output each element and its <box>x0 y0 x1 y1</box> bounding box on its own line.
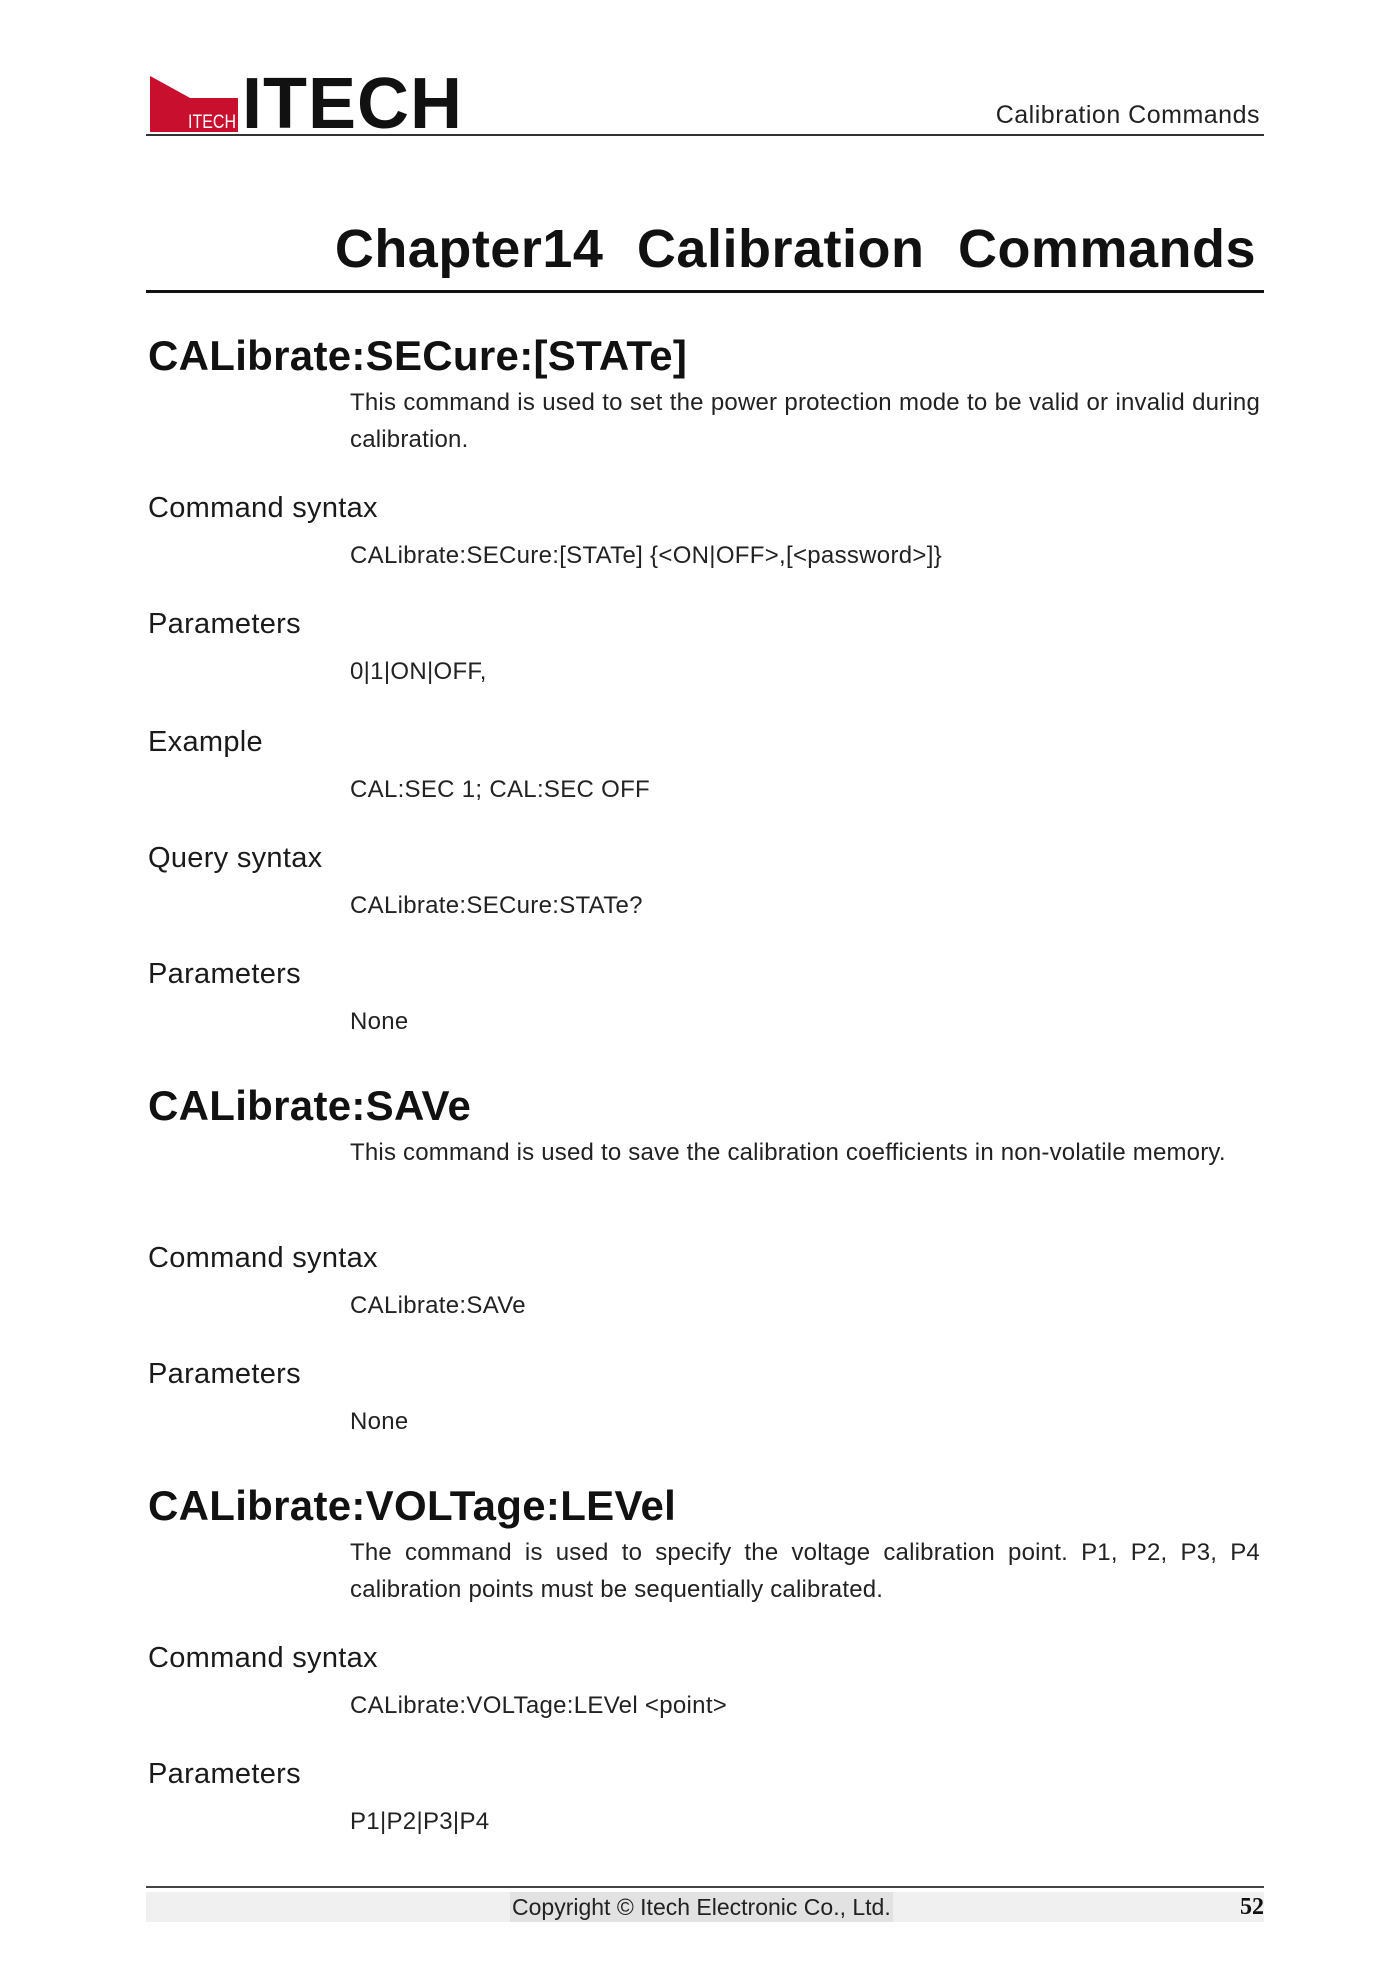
query-parameters-label: Parameters <box>148 958 301 990</box>
section-title-secure-state: CALibrate:SECure:[STATe] <box>148 332 688 379</box>
parameters-label: Parameters <box>148 1758 301 1790</box>
itech-logo <box>150 64 463 144</box>
example-value: CAL:SEC 1; CAL:SEC OFF <box>350 776 651 803</box>
section-description: This command is used to save the calibration coefficients in non-volatile memory. <box>350 1139 1226 1166</box>
command-syntax-label: Command syntax <box>148 1242 378 1274</box>
command-syntax-value: CALibrate:VOLTage:LEVel <point> <box>350 1692 728 1719</box>
logo-wordmark: ITECH <box>242 64 463 144</box>
command-syntax-value: CALibrate:SAVe <box>350 1292 526 1319</box>
chapter-heading <box>146 210 1264 293</box>
copyright-text: Copyright © Itech Electronic Co., Ltd. <box>512 1894 891 1920</box>
example-label: Example <box>148 726 263 758</box>
page-header <box>146 64 1264 144</box>
page-number: 52 <box>1240 1894 1264 1920</box>
page-footer <box>146 1886 1264 1922</box>
parameters-value: P1|P2|P3|P4 <box>350 1808 490 1835</box>
command-syntax-label: Command syntax <box>148 492 378 524</box>
parameters-value: None <box>350 1408 409 1435</box>
parameters-label: Parameters <box>148 608 301 640</box>
query-syntax-value: CALibrate:SECure:STATe? <box>350 892 643 919</box>
query-syntax-label: Query syntax <box>148 842 323 874</box>
section-description: The command is used to specify the voltage calibration point. P1, P2, P3, P4 calibration points must be sequentially calibrated. <box>350 1539 1260 1603</box>
parameters-label: Parameters <box>148 1358 301 1390</box>
query-parameters-value: None <box>350 1008 409 1035</box>
running-header-title: Calibration Commands <box>995 101 1260 129</box>
section-description: This command is used to set the power protection mode to be valid or invalid during calibration. <box>350 389 1260 453</box>
command-syntax-label: Command syntax <box>148 1642 378 1674</box>
section-title-voltage-level: CALibrate:VOLTage:LEVel <box>148 1482 677 1529</box>
section-title-save: CALibrate:SAVe <box>148 1082 472 1129</box>
chapter-title: Chapter14 Calibration Commands <box>334 219 1256 279</box>
parameters-value: 0|1|ON|OFF, <box>350 658 487 685</box>
command-syntax-value: CALibrate:SECure:[STATe] {<ON|OFF>,[<password>]} <box>350 542 942 569</box>
logo-mark-text: ITECH <box>188 112 236 133</box>
itech-logo-mark-icon <box>150 76 238 132</box>
